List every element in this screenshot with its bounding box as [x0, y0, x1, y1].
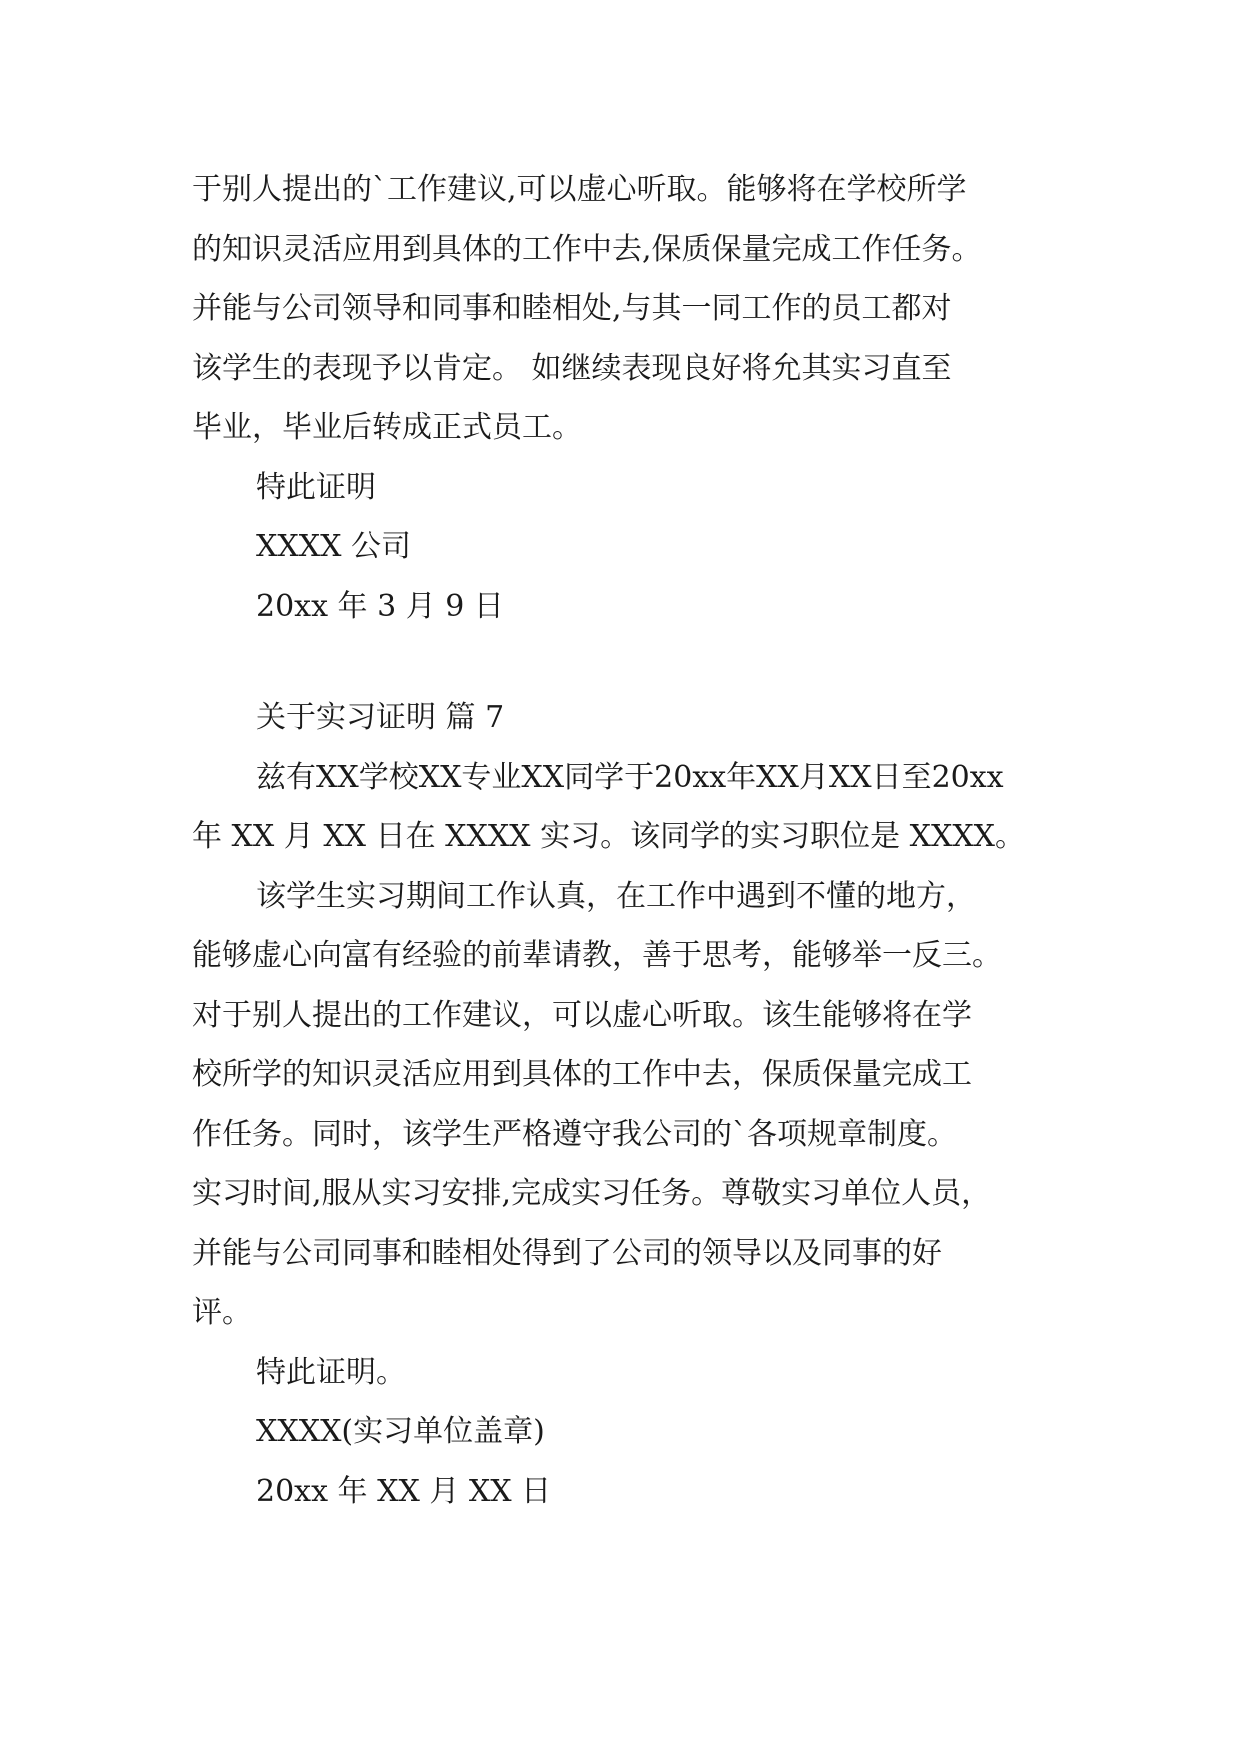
text-line: 该学生的表现予以肯定。 如继续表现良好将允其实习直至	[192, 350, 952, 386]
text-line: 毕业，毕业后转成正式员工。	[192, 410, 582, 445]
text-line: 并能与公司领导和同事和睦相处,与其一同工作的员工都对	[192, 291, 952, 326]
closing-text: 特此证明。	[256, 1354, 406, 1390]
text-line: 年 XX 月 XX 日在 XXXX 实习。该同学的实习职位是 XXXX。	[192, 819, 1026, 854]
company-seal-text: XXXX(实习单位盖章)	[256, 1414, 545, 1449]
closing-text: 特此证明	[256, 469, 376, 505]
date-text: 20xx 年 XX 月 XX 日	[256, 1473, 552, 1509]
company-name: XXXX 公司	[256, 529, 411, 564]
text-line: 作任务。同时，该学生严格遵守我公司的`各项规章制度。	[192, 1116, 957, 1152]
text-line: 能够虚心向富有经验的前辈请教，善于思考，能够举一反三。	[192, 938, 1002, 973]
text-line: 评。	[192, 1295, 252, 1330]
text-line: 于别人提出的`工作建议,可以虚心听取。能够将在学校所学	[192, 172, 967, 207]
section-title: 关于实习证明 篇 7	[256, 700, 505, 735]
text-line: 该学生实习期间工作认真，在工作中遇到不懂的地方，	[256, 878, 976, 914]
text-line: 对于别人提出的工作建议，可以虚心听取。该生能够将在学	[192, 997, 972, 1033]
date-text: 20xx 年 3 月 9 日	[256, 588, 504, 624]
text-line: 校所学的知识灵活应用到具体的工作中去，保质保量完成工	[192, 1057, 972, 1092]
text-line: 兹有XX学校XX专业XX同学于20xx年XX月XX日至20xx	[256, 759, 1004, 795]
continued-paragraph	[192, 160, 1072, 636]
section-7	[192, 688, 1072, 1521]
text-line: 的知识灵活应用到具体的工作中去,保质保量完成工作任务。	[192, 231, 982, 267]
text-line: 实习时间,服从实习安排,完成实习任务。尊敬实习单位人员，	[192, 1176, 992, 1211]
text-line: 并能与公司同事和睦相处得到了公司的领导以及同事的好	[192, 1235, 942, 1271]
